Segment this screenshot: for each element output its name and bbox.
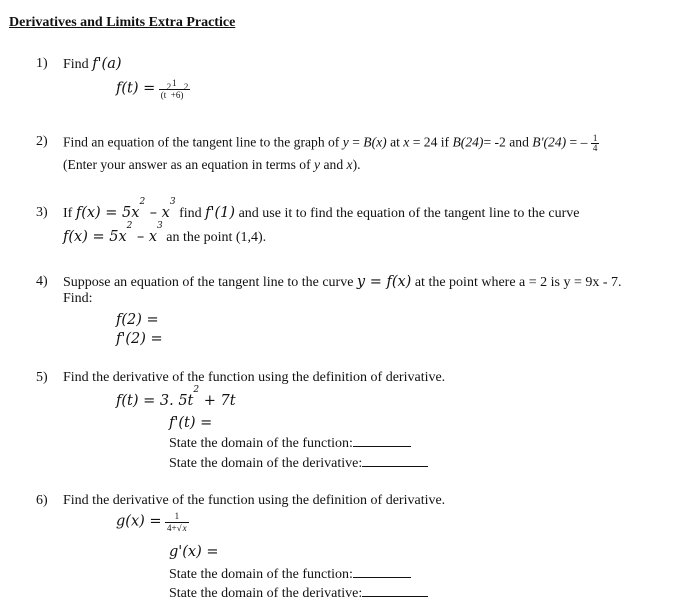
q3-number: 3) bbox=[36, 205, 48, 220]
q2-text-e: = -2 and bbox=[483, 134, 533, 150]
q4-fprime2: f'(2) = bbox=[116, 331, 163, 347]
q3-line2-minus-x: – x bbox=[132, 229, 158, 245]
q2-line1 bbox=[63, 134, 599, 153]
q6-fraction bbox=[165, 511, 189, 534]
q3-line2-func-a: f(x) = 5x bbox=[63, 229, 127, 245]
q3-fprime1: f'(1) bbox=[205, 205, 236, 221]
q3-line2-rest: an the point (1,4). bbox=[166, 230, 267, 245]
q2-line2-text-b: and bbox=[323, 157, 344, 172]
q2-fraction-denominator: 4 bbox=[592, 143, 598, 153]
page-title: Derivatives and Limits Extra Practice bbox=[9, 15, 236, 30]
q1-prompt-text: Find bbox=[63, 57, 89, 72]
q4-f2: f(2) = bbox=[116, 312, 159, 328]
q4-equation: y = f(x) bbox=[356, 274, 412, 290]
q6-fraction-numerator: 1 bbox=[165, 511, 189, 523]
q3-line1-rest: and use it to find the equation of the tangent line to the curve bbox=[238, 206, 580, 221]
q3-exp3: 3 bbox=[169, 197, 176, 207]
q2-var-x: x bbox=[403, 134, 410, 150]
q6-domain-function-blank[interactable] bbox=[353, 566, 411, 578]
q3-minus-x: – x bbox=[145, 205, 170, 221]
q5-domain-function bbox=[169, 435, 411, 452]
q2-text-f: = – bbox=[566, 134, 588, 150]
q1-fraction bbox=[159, 78, 190, 101]
q5-domain-derivative-blank[interactable] bbox=[362, 455, 428, 467]
q2-text-d: = 24 if bbox=[409, 134, 453, 150]
q2-var-y: y bbox=[342, 134, 349, 150]
q6-prompt: Find the derivative of the function using the definition of derivative. bbox=[63, 493, 446, 508]
q1-number: 1) bbox=[36, 56, 48, 71]
q5-prompt: Find the derivative of the function using the definition of derivative. bbox=[63, 370, 446, 385]
q5-func-b: + 7t bbox=[199, 393, 236, 409]
q1-function bbox=[116, 78, 190, 101]
q2-fraction bbox=[591, 134, 600, 153]
q2-line2-var-x: x bbox=[346, 157, 353, 172]
q2-text-c: at bbox=[386, 134, 404, 150]
q5-derivative: f'(t) = bbox=[169, 415, 213, 431]
q6-derivative: g'(x) = bbox=[169, 544, 219, 560]
q3-line2-exp2: 2 bbox=[126, 221, 133, 231]
q6-domain-function bbox=[169, 566, 411, 583]
q1-den-exp1: 2 bbox=[166, 82, 171, 92]
q6-function bbox=[116, 511, 189, 534]
q3-line2-function bbox=[63, 221, 163, 245]
q3-function bbox=[75, 197, 176, 221]
q4-text-b: at the point where a = 2 is y = 9x - 7. bbox=[414, 275, 622, 290]
q3-func-a: f(x) = 5x bbox=[75, 205, 140, 221]
q5-domain-function-label: State the domain of the function: bbox=[169, 436, 353, 451]
q6-sqrt-sign: √ bbox=[176, 523, 182, 533]
q6-fraction-denominator bbox=[165, 523, 189, 534]
q4-text-a: Suppose an equation of the tangent line to the curve bbox=[63, 275, 354, 290]
q5-domain-derivative bbox=[169, 455, 428, 472]
q1-den-exp2: 2 bbox=[183, 82, 188, 92]
q2-B24: B(24) bbox=[452, 134, 484, 150]
q5-domain-derivative-label: State the domain of the derivative: bbox=[169, 456, 363, 471]
q3-line1 bbox=[63, 197, 580, 222]
q2-fraction-numerator: 1 bbox=[592, 133, 598, 143]
q3-line2-exp3: 3 bbox=[157, 221, 163, 231]
q2-text-b: = bbox=[348, 134, 364, 150]
q3-if: If bbox=[63, 206, 73, 221]
q5-number: 5) bbox=[36, 370, 48, 385]
q3-line2 bbox=[63, 221, 267, 246]
q6-domain-function-label: State the domain of the function: bbox=[169, 567, 353, 582]
q1-den-base: (t bbox=[160, 90, 167, 100]
q2-line2-text-c: ). bbox=[352, 157, 361, 172]
q2-line2-text-a: (Enter your answer as an equation in terms of bbox=[63, 157, 311, 172]
q4-number: 4) bbox=[36, 274, 48, 289]
q6-den-x: x bbox=[182, 523, 187, 533]
q6-function-lhs: g(x) = bbox=[116, 513, 162, 530]
q3-exp2: 2 bbox=[139, 197, 146, 207]
q5-func-exp: 2 bbox=[193, 385, 200, 395]
q1-prompt bbox=[63, 56, 122, 73]
q2-text-a: Find an equation of the tangent line to the graph of bbox=[63, 134, 340, 150]
q2-line2-var-y: y bbox=[314, 157, 321, 172]
q1-fraction-numerator: 1 bbox=[159, 78, 190, 90]
q6-number: 6) bbox=[36, 493, 48, 508]
q6-domain-derivative bbox=[169, 585, 428, 602]
q4-line1 bbox=[63, 274, 622, 291]
q1-fraction-denominator bbox=[159, 82, 190, 101]
q6-domain-derivative-blank[interactable] bbox=[362, 585, 428, 597]
q5-domain-function-blank[interactable] bbox=[353, 435, 411, 447]
q6-domain-derivative-label: State the domain of the derivative: bbox=[169, 586, 363, 601]
q5-function bbox=[116, 385, 236, 409]
q2-number: 2) bbox=[36, 134, 48, 149]
q2-Bprime24: B'(24) bbox=[532, 134, 567, 150]
q3-find: find bbox=[179, 206, 202, 221]
q2-line2 bbox=[63, 157, 361, 173]
q2-Bx: B(x) bbox=[363, 134, 387, 150]
q1-prompt-math: f'(a) bbox=[92, 56, 122, 72]
q5-func-a: f(t) = 3. 5t bbox=[116, 393, 194, 409]
q4-find: Find: bbox=[63, 291, 93, 306]
q1-den-rest: +6) bbox=[170, 90, 184, 100]
q6-den-a: 4+ bbox=[167, 523, 177, 533]
q1-function-lhs: f(t) = bbox=[116, 80, 156, 97]
